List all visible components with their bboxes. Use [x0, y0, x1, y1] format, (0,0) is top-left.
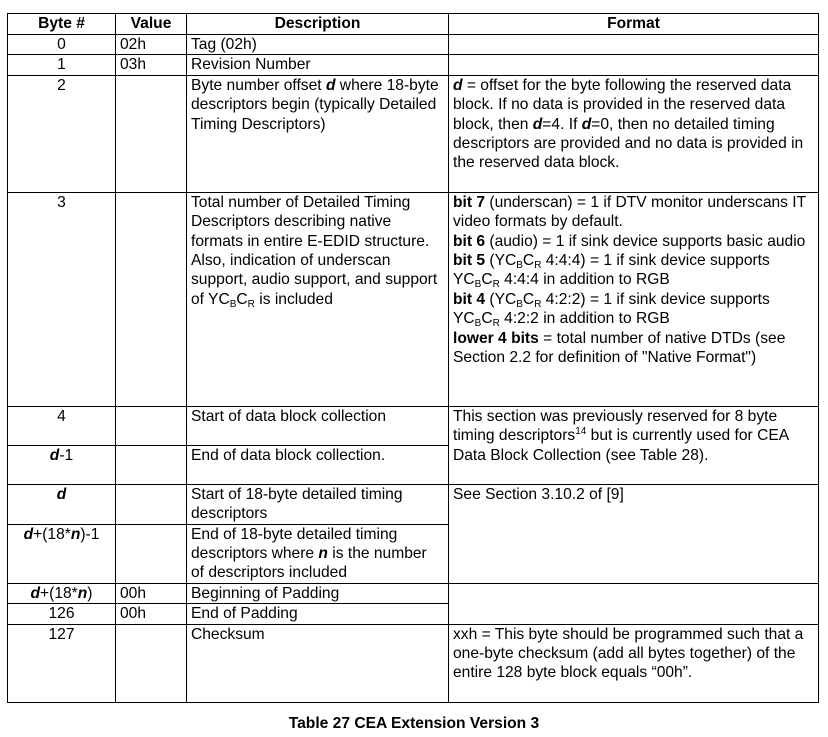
value-cell: [116, 75, 187, 192]
table-row: [8, 406, 819, 445]
byte-cell: 126: [8, 604, 116, 624]
table-row: [8, 583, 819, 603]
value-cell: [116, 484, 187, 524]
description-cell: Total number of Detailed Timing Descriptors describing native formats in entire E-EDID structure. Also, indication of underscan support, audio support, and support of $YC_BC_R$ is included: [187, 192, 449, 406]
table-row: [8, 35, 819, 55]
format-cell: See Section 3.10.2 of [9]: [449, 484, 819, 583]
byte-cell: d+(18*n): [8, 583, 116, 603]
value-cell: [116, 406, 187, 445]
format-cell: This section was previously reserved for 8 byte timing descriptors$^{14}$ but is currently used for CEA Data Block Collection (see Table 28).: [449, 406, 819, 484]
header-value: Value: [116, 14, 187, 35]
description-cell: Revision Number: [187, 55, 449, 75]
description-cell: End of Padding: [187, 604, 449, 624]
value-cell: 02h: [116, 35, 187, 55]
description-cell: End of 18-byte detailed timing descriptors where n is the number of descriptors included: [187, 524, 449, 583]
header-format: Format: [449, 14, 819, 35]
value-cell: [116, 445, 187, 484]
format-cell: d = offset for the byte following the reserved data block. If no data is provided in the reserved data block, then d=4. If d=0, then no detailed timing descriptors are provided and no data is provided in the reserved data block.: [449, 75, 819, 192]
cea-extension-table: [7, 13, 819, 703]
format-cell: xxh = This byte should be programmed such that a one-byte checksum (add all bytes together) of the entire 128 byte block equals “00h”.: [449, 624, 819, 702]
value-cell: [116, 624, 187, 702]
byte-cell: 0: [8, 35, 116, 55]
table-row: [8, 192, 819, 406]
description-cell: Beginning of Padding: [187, 583, 449, 603]
byte-cell: d: [8, 484, 116, 524]
byte-cell: 3: [8, 192, 116, 406]
format-cell: [449, 55, 819, 75]
value-cell: 00h: [116, 604, 187, 624]
value-cell: [116, 192, 187, 406]
table-row: [8, 484, 819, 524]
table-row: [8, 55, 819, 75]
description-cell: Tag (02h): [187, 35, 449, 55]
value-cell: [116, 524, 187, 583]
format-cell: bit 7 (underscan) = 1 if DTV monitor underscans IT video formats by default. bit 6 (audio) = 1 if sink device supports basic audio bit 5 ($YC_BC_R$ 4:4:4) = 1 if sink device supports $YC_BC_R$ 4:4:4 in addition to RGB bit 4 ($YC_BC_R$ 4:2:2) = 1 if sink device supports $YC_BC_R$ 4:2:2 in addition to RGB lower 4 bits = total number of native DTDs (see Section 2.2 for definition of "Native Format"): [449, 192, 819, 406]
byte-cell: d+(18*n)-1: [8, 524, 116, 583]
header-description: Description: [187, 14, 449, 35]
description-cell: Checksum: [187, 624, 449, 702]
table-row: [8, 75, 819, 192]
format-cell: [449, 583, 819, 624]
byte-cell: 2: [8, 75, 116, 192]
description-cell: Start of 18-byte detailed timing descriptors: [187, 484, 449, 524]
description-cell: Byte number offset d where 18-byte descriptors begin (typically Detailed Timing Descriptors): [187, 75, 449, 192]
table-row: [8, 624, 819, 702]
byte-cell: 1: [8, 55, 116, 75]
header-row: [8, 14, 819, 35]
table-caption: Table 27 CEA Extension Version 3: [288, 715, 540, 732]
byte-cell: d-1: [8, 445, 116, 484]
byte-cell: 4: [8, 406, 116, 445]
byte-cell: 127: [8, 624, 116, 702]
value-cell: 00h: [116, 583, 187, 603]
value-cell: 03h: [116, 55, 187, 75]
format-cell: [449, 35, 819, 55]
description-cell: Start of data block collection: [187, 406, 449, 445]
header-byte: Byte #: [8, 14, 116, 35]
description-cell: End of data block collection.: [187, 445, 449, 484]
